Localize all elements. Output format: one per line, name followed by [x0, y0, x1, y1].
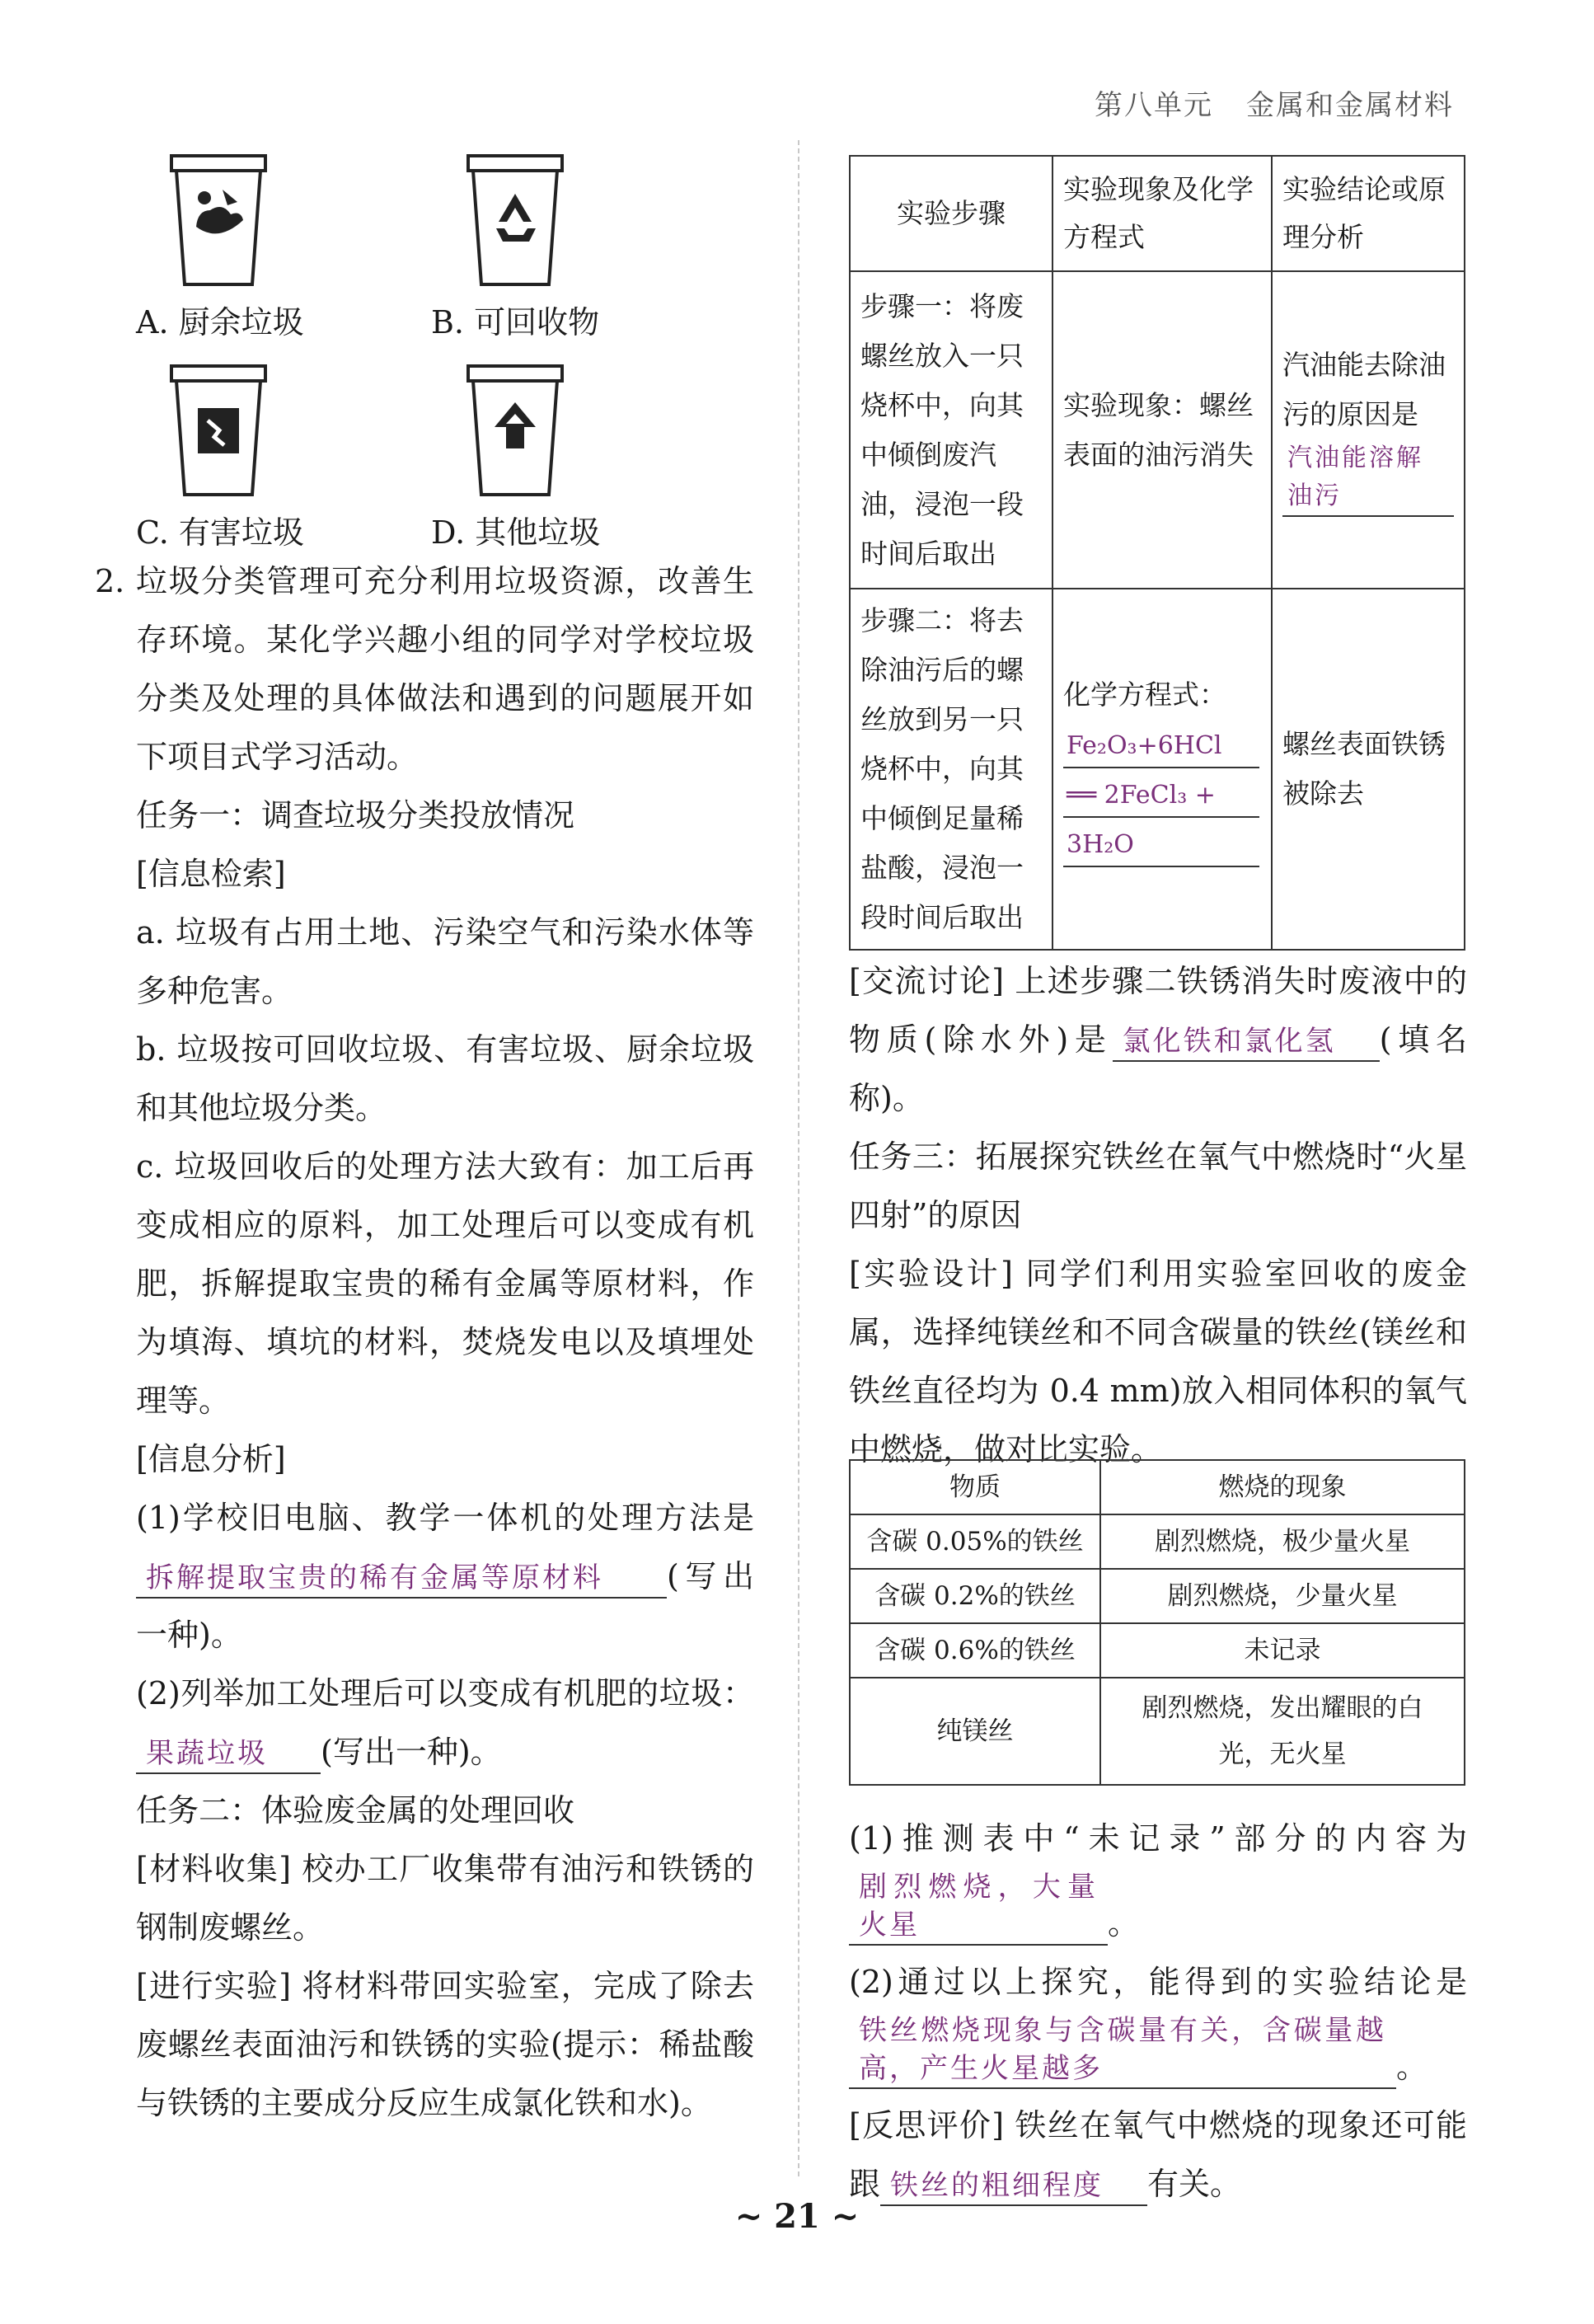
bin-b-label: B. 可回收物 — [431, 304, 600, 340]
question-2-text: (2)列举加工处理后可以变成有机肥的垃圾： — [136, 1675, 754, 1711]
column-divider — [798, 140, 799, 2176]
result-2 — [849, 1953, 1467, 2096]
bin-a-label: A. 厨余垃圾 — [136, 304, 304, 340]
info-search-tag: [信息检索] — [136, 856, 286, 892]
question-1-answer[interactable]: 拆解提取宝贵的稀有金属等原材料 — [136, 1559, 667, 1599]
food-waste-icon — [165, 153, 272, 289]
question-1-text: (1)学校旧电脑、教学一体机的处理方法是 — [136, 1500, 754, 1536]
table-header-row — [850, 156, 1465, 271]
phenomenon-cell: 剧烈燃烧，极少量火星 — [1100, 1514, 1465, 1569]
discussion-text: [交流讨论] 上述步骤二铁锈消失时废液中的物质(除水外)是 — [849, 963, 1467, 1058]
unit-label: 第八单元 — [1095, 89, 1213, 122]
recycle-icon — [462, 153, 569, 289]
info-a: a. 垃圾有占用土地、污染空气和污染水体等多种危害。 — [136, 914, 754, 1009]
step1-phenomenon: 实验现象：螺丝表面的油污消失 — [1053, 271, 1272, 589]
phenomenon-cell: 剧烈燃烧，发出耀眼的白光，无火星 — [1100, 1678, 1465, 1785]
result-1 — [849, 1810, 1467, 1953]
table-header-row — [850, 1460, 1465, 1514]
unit-title: 金属和金属材料 — [1246, 89, 1454, 122]
discussion-answer[interactable]: 氯化铁和氯化氢 — [1113, 1022, 1380, 1062]
info-b: b. 垃圾按可回收垃圾、有害垃圾、厨余垃圾和其他垃圾分类。 — [136, 1031, 754, 1126]
header-conclusion: 实验结论或原理分析 — [1272, 156, 1465, 271]
step2-equation — [1053, 589, 1272, 950]
equation-line-3[interactable]: 3H₂O — [1063, 824, 1259, 867]
question-2 — [95, 1664, 754, 1782]
result-2-answer[interactable]: 铁丝燃烧现象与含碳量有关，含碳量越高，产生火星越多 — [849, 2012, 1396, 2089]
substance-cell: 含碳 0.05%的铁丝 — [850, 1514, 1100, 1569]
equation-line-1[interactable]: Fe₂O₃+6HCl — [1063, 725, 1259, 768]
info-c: c. 垃圾回收后的处理方法大致有：加工后再变成相应的原料，加工处理后可以变成有机肥，拆解提取宝贵的稀有金属等原材料，作为填海、填坑的材料，焚烧发电以及填埋处理等。 — [136, 1148, 754, 1419]
table-row — [850, 1569, 1465, 1623]
header-phenomenon: 实验现象及化学方程式 — [1053, 156, 1272, 271]
step2-conclusion: 螺丝表面铁锈被除去 — [1272, 589, 1465, 950]
question-1 — [95, 1489, 754, 1664]
result-2-text: (2)通过以上探究，能得到的实验结论是 — [849, 1964, 1467, 2000]
info-analysis-tag: [信息分析] — [136, 1441, 286, 1477]
phenomenon-cell: 未记录 — [1100, 1623, 1465, 1678]
header-phenomenon: 燃烧的现象 — [1100, 1460, 1465, 1514]
bin-c-label: C. 有害垃圾 — [136, 514, 304, 551]
header-substance: 物质 — [850, 1460, 1100, 1514]
question-2-answer[interactable]: 果蔬垃圾 — [136, 1735, 321, 1774]
substance-cell: 含碳 0.2%的铁丝 — [850, 1569, 1100, 1623]
reflection-text: [反思评价] 铁丝在氧气中燃烧的现象还可能跟 — [849, 2107, 1467, 2202]
table-row — [850, 271, 1465, 589]
experiment-conduct: [进行实验] 将材料带回实验室，完成了除去废螺丝表面油污和铁锈的实验(提示：稀盐酸与铁锈的主要成分反应生成氯化铁和水)。 — [136, 1968, 754, 2121]
task1-heading: 任务一：调查垃圾分类投放情况 — [136, 797, 575, 833]
result-2-tail: 。 — [1396, 2049, 1428, 2085]
other-waste-icon — [462, 363, 569, 499]
table-row — [850, 1514, 1465, 1569]
combustion-table — [849, 1459, 1465, 1786]
equation-label: 化学方程式： — [1063, 678, 1226, 711]
experiment-table — [849, 155, 1465, 951]
result-1-tail: 。 — [1108, 1905, 1140, 1941]
reflection-tail: 有关。 — [1147, 2166, 1242, 2202]
material-collection: [材料收集] 校办工厂收集带有油污和铁锈的钢制废螺丝。 — [136, 1851, 754, 1946]
hazardous-icon — [165, 363, 272, 499]
phenomenon-cell: 剧烈燃烧，少量火星 — [1100, 1569, 1465, 1623]
discussion-tail: (填名称)。 — [849, 1021, 1468, 1116]
results-section — [849, 1810, 1467, 2214]
step1-conclusion-answer[interactable]: 汽油能溶解油污 — [1282, 439, 1454, 517]
question-1-tail: (写出一种)。 — [136, 1558, 754, 1653]
result-1-text: (1)推测表中“未记录”部分的内容为 — [849, 1820, 1467, 1857]
task2-heading: 任务二：体验废金属的处理回收 — [136, 1792, 575, 1829]
page-header — [1095, 82, 1454, 123]
table-row — [850, 1678, 1465, 1785]
step1-cell: 步骤一：将废螺丝放入一只烧杯中，向其中倾倒废汽油，浸泡一段时间后取出 — [850, 271, 1053, 589]
question-2-tail: (写出一种)。 — [321, 1734, 502, 1770]
left-column — [95, 144, 754, 2133]
experiment-design: [实验设计] 同学们利用实验室回收的废金属，选择纯镁丝和不同含碳量的铁丝(镁丝和铁丝直径均为 0.4 mm)放入相同体积的氧气中燃烧，做对比实验。 — [849, 1256, 1467, 1467]
step2-cell: 步骤二：将去除油污后的螺丝放到另一只烧杯中，向其中倾倒足量稀盐酸，浸泡一段时间后取出 — [850, 589, 1053, 950]
table-row — [850, 589, 1465, 950]
discussion — [849, 952, 1467, 1128]
task3-heading: 任务三：拓展探究铁丝在氧气中燃烧时“火星四射”的原因 — [849, 1139, 1467, 1233]
page-number: ~ 21 ~ — [734, 2197, 860, 2236]
reflection-answer[interactable]: 铁丝的粗细程度 — [880, 2167, 1147, 2206]
bin-d-label: D. 其他垃圾 — [431, 514, 601, 551]
step1-conclusion — [1272, 271, 1465, 589]
substance-cell: 纯镁丝 — [850, 1678, 1100, 1785]
substance-cell: 含碳 0.6%的铁丝 — [850, 1623, 1100, 1678]
right-column-text — [849, 952, 1467, 1479]
header-step: 实验步骤 — [850, 156, 1053, 271]
bins-figure — [95, 144, 754, 573]
table-row — [850, 1623, 1465, 1678]
step1-conclusion-prefix: 汽油能去除油污的原因是 — [1282, 349, 1446, 430]
equation-line-2[interactable]: ══ 2FeCl₃ + — [1063, 775, 1259, 818]
reflection — [849, 2096, 1467, 2214]
result-1-answer[interactable]: 剧烈燃烧，大量火星 — [849, 1868, 1108, 1946]
q2-intro: 2. 垃圾分类管理可充分利用垃圾资源，改善生存环境。某化学兴趣小组的同学对学校垃圾分类及处理的具体做法和遇到的问题展开如下项目式学习活动。 — [95, 563, 754, 775]
